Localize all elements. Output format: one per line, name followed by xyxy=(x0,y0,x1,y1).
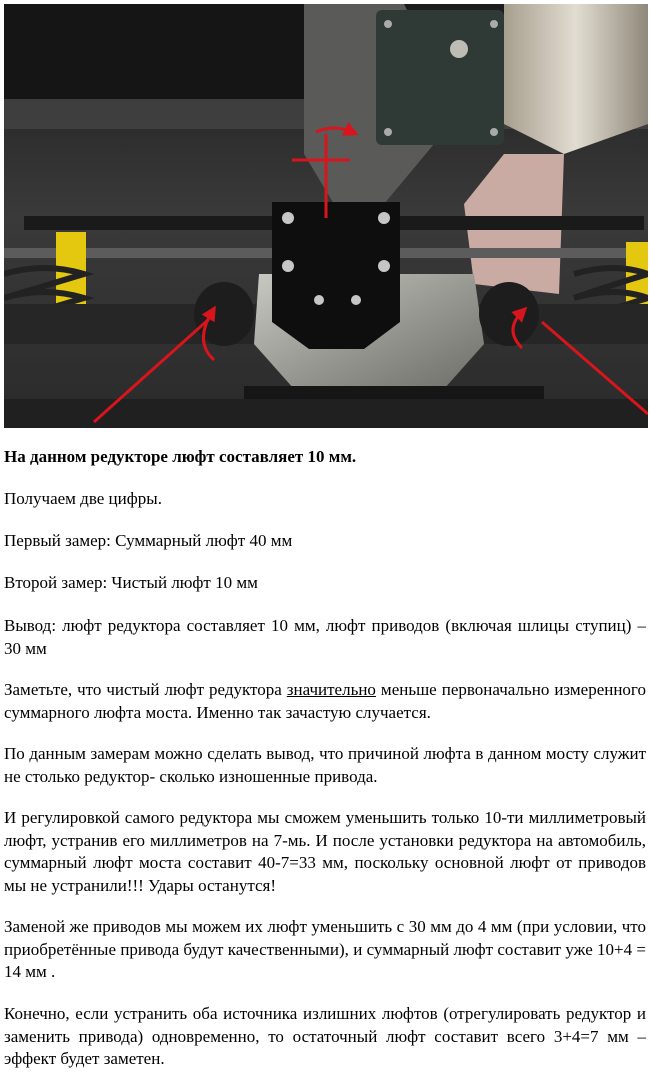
axle-photo xyxy=(4,4,648,428)
paragraph-6 xyxy=(4,679,646,724)
paragraph-8: И регулировкой самого редуктора мы сможем уменьшить только 10-ти миллиметровый люфт, устранив его миллиметров на 7-мь. И после установки редуктора на автомобиль, суммарный люфт моста составит 40-7=33 мм, поскольку основной люфт от приводов мы не устранили!!! Удары останутся! xyxy=(4,808,646,895)
paragraph-4: Второй замер: Чистый люфт 10 мм xyxy=(4,573,258,592)
paragraph-9: Заменой же приводов мы можем их люфт уменьшить с 30 мм до 4 мм (при условии, что приобретённые привода будут качественными), и суммарный люфт составит уже 10+4 = 14 мм . xyxy=(4,917,646,981)
paragraph-2: Получаем две цифры. xyxy=(4,489,162,508)
paragraph-3: Первый замер: Суммарный люфт 40 мм xyxy=(4,531,293,550)
paragraph-6-end: меньше первоначально измеренного суммарного люфта моста. Именно так зачастую случается. xyxy=(4,680,646,722)
paragraph-10: Конечно, если устранить оба источника излишних люфтов (отрегулировать редуктор и заменить привода) одновременно, то остаточный люфт составит всего 3+4=7 мм – эффект будет заметен. xyxy=(4,1004,646,1068)
paragraph-1: На данном редукторе люфт составляет 10 мм. xyxy=(4,447,357,466)
axle-photo-illustration xyxy=(4,4,648,428)
paragraph-6-start: Заметьте, что чистый люфт редуктора xyxy=(4,680,287,699)
paragraph-5: Вывод: люфт редуктора составляет 10 мм, люфт приводов (включая шлицы ступиц) – 30 мм xyxy=(4,616,646,658)
underlined-word: значительно xyxy=(286,680,376,699)
paragraph-7: По данным замерам можно сделать вывод, что причиной люфта в данном мосту служит не столько редуктор- сколько изношенные привода. xyxy=(4,744,646,786)
